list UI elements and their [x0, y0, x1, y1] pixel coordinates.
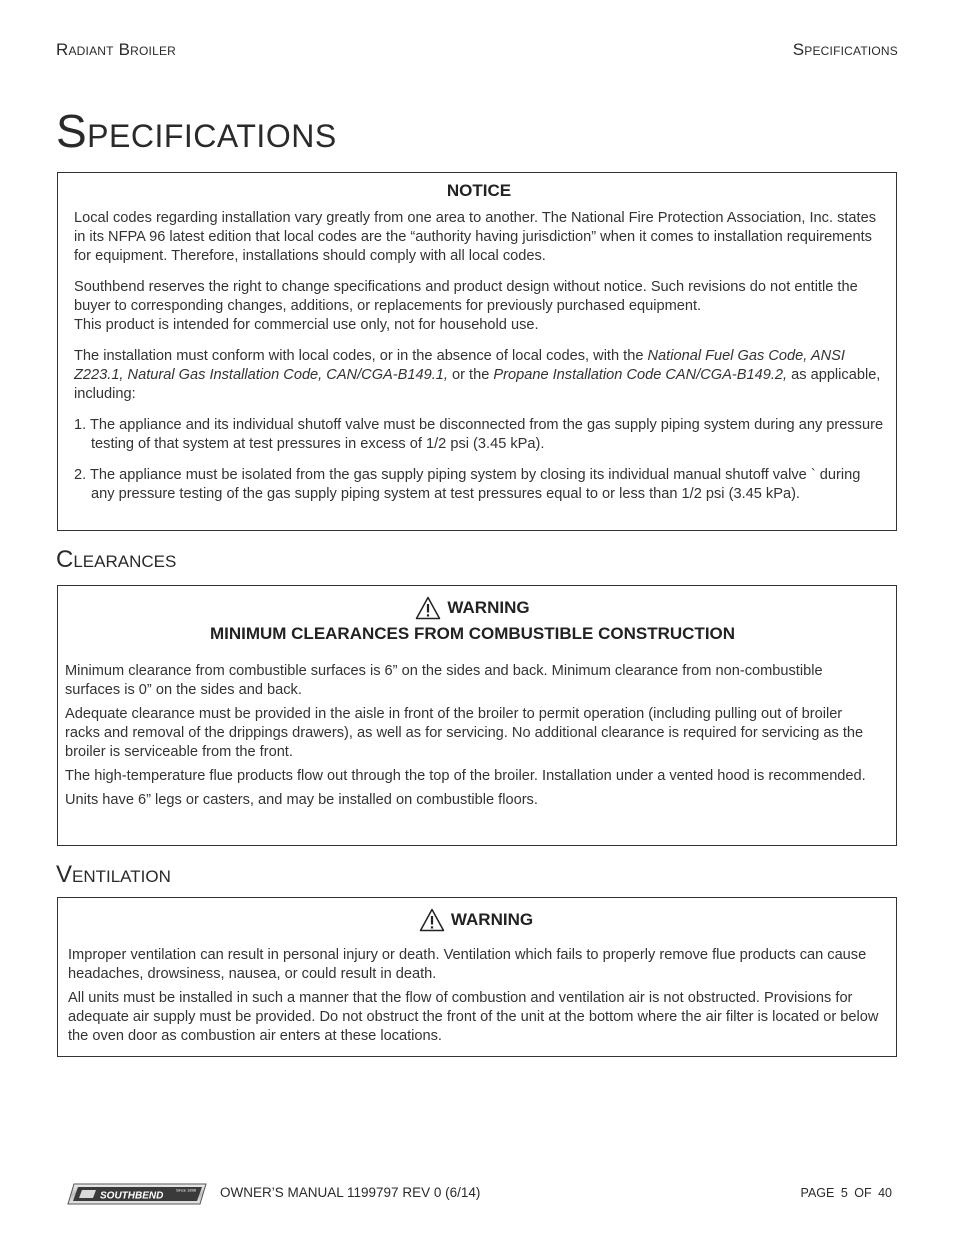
- ventilation-warning-box: [57, 897, 897, 1057]
- list-item: 2. The appliance must be isolated from the gas supply piping system by closing its individual manual shutoff valve ` during any pressure testing of the gas supply piping system at test pressures equal to or less than 1/2 psi (3.45 kPa).: [74, 467, 861, 502]
- running-header-left: Radiant Broiler: [56, 40, 177, 59]
- conform-code-propane: Propane Installation Code CAN/CGA-B149.2,: [493, 367, 788, 383]
- section-heading-clearances: Clearances: [56, 546, 177, 573]
- list-item: 1. The appliance and its individual shutoff valve must be disconnected from the gas supply piping system during any pressure testing of that system at test pressures in excess of 1/2 psi (3.45 kPa).: [74, 417, 884, 452]
- clearance-paragraph: Minimum clearance from combustible surfaces is 6” on the sides and back. Minimum clearance from non-combustible surfaces is 0” on the sides and back.: [65, 663, 823, 698]
- notice-heading: NOTICE: [446, 181, 512, 200]
- southbend-logo: [64, 1183, 210, 1205]
- warning-triangle-icon: [419, 908, 445, 932]
- page-number: PAGE 5 OF 40: [800, 1186, 892, 1200]
- conform-text-pre: The installation must conform with local codes, or in the absence of local codes, with the: [74, 348, 648, 364]
- notice-paragraph-conform: [74, 347, 884, 404]
- warning-title-line: [68, 908, 884, 932]
- notice-paragraph-codes: Local codes regarding installation vary greatly from one area to another. The National Fire Protection Association, Inc. states in its NFPA 96 latest edition that local codes are the “authority having jurisdiction” when it comes to installation requirements for equipment. Therefore, installations should comply with all local codes.: [74, 210, 877, 264]
- notice-paragraph-rights: Southbend reserves the right to change specifications and product design without notice. Such revisions do not entitle the buyer to corresponding changes, additions, or replacements for previously purchased equipment.: [74, 279, 858, 314]
- logo-since: Since 1898: [176, 1187, 197, 1193]
- warning-title-line: [65, 596, 880, 620]
- warning-label: WARNING: [450, 910, 534, 929]
- page-footer: [0, 1183, 954, 1207]
- clearances-warning-box: [57, 585, 897, 846]
- manual-reference: OWNER’S MANUAL 1199797 REV 0 (6/14): [220, 1185, 481, 1200]
- logo-text: SOUTHBEND: [100, 1190, 164, 1202]
- running-header-right: Specifications: [792, 40, 898, 59]
- conform-text-post: as applicable, including:: [74, 367, 881, 402]
- requirements-list: [74, 416, 884, 504]
- clearance-paragraph: The high-temperature flue products flow out through the top of the broiler. Installation under a vented hood is recommended.: [65, 768, 866, 784]
- warning-triangle-icon: [415, 596, 441, 620]
- section-heading-ventilation: Ventilation: [56, 861, 171, 888]
- notice-paragraph-commercial: This product is intended for commercial use only, not for household use.: [74, 317, 539, 333]
- page-title: Specifications: [56, 105, 337, 157]
- warning-subheading: MINIMUM CLEARANCES FROM COMBUSTIBLE CONSTRUCTION: [209, 624, 736, 643]
- ventilation-paragraph: Improper ventilation can result in personal injury or death. Ventilation which fails to properly remove flue products can cause headaches, drowsiness, nausea, or could result in death.: [68, 947, 867, 982]
- clearance-paragraph: Units have 6” legs or casters, and may be installed on combustible floors.: [65, 792, 538, 808]
- conform-text-mid: or the: [447, 367, 494, 383]
- conform-code-natural-gas: National Fuel Gas Code, ANSI Z223.1, Natural Gas Installation Code, CAN/CGA-B149.1,: [74, 348, 845, 383]
- clearance-paragraph: Adequate clearance must be provided in the aisle in front of the broiler to permit operation (including pulling out of broiler racks and removal of the drippings drawers), as well as for servicing. No additional clearance is required for servicing as the broiler is serviceable from the front.: [65, 706, 864, 760]
- ventilation-paragraph: All units must be installed in such a manner that the flow of combustion and ventilation air is not obstructed. Provisions for adequate air supply must be provided. Do not obstruct the front of the unit at the bottom where the air filter is located or below the oven door as combustion air enters at these locations.: [68, 990, 879, 1044]
- notice-box: [57, 172, 897, 531]
- warning-label: WARNING: [447, 598, 530, 617]
